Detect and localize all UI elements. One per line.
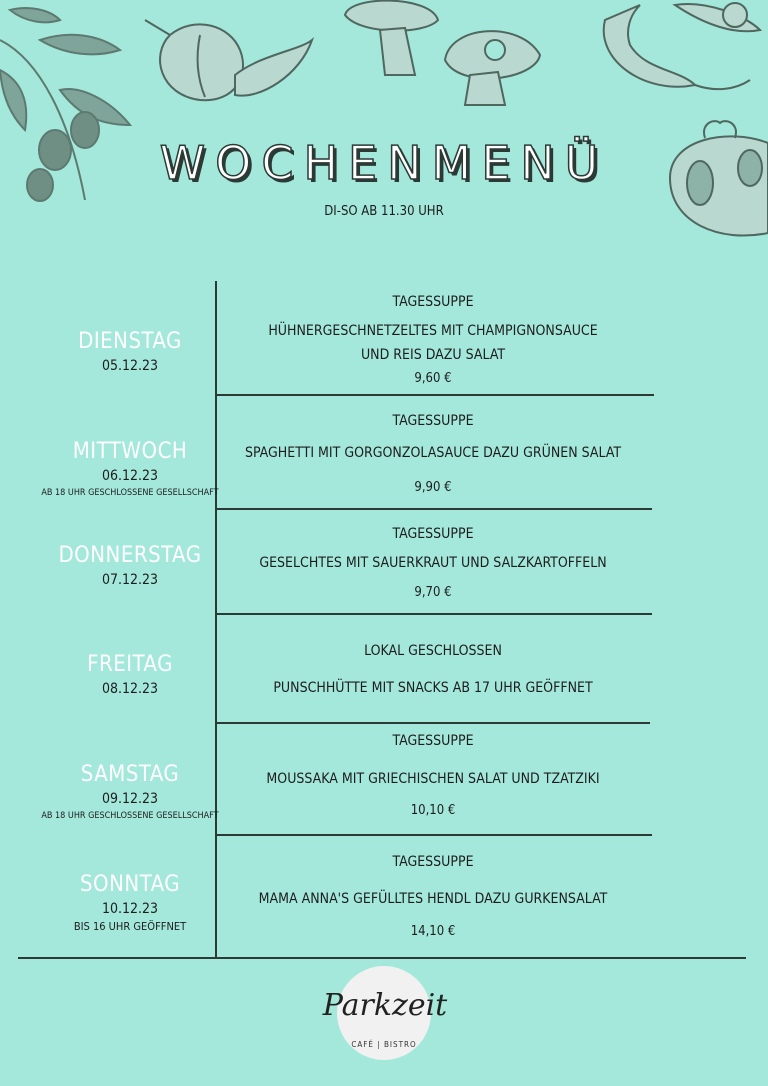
meal-line: TAGESSUPPE [392, 854, 474, 870]
logo-subtitle: CAFÉ | BISTRO [351, 1040, 417, 1049]
meal-line: UND REIS DAZU SALAT [360, 347, 506, 363]
row-divider [216, 834, 652, 836]
day-date: 06.12.23 [101, 468, 159, 484]
day-note: BIS 16 UHR GEÖFFNET [73, 920, 187, 933]
day-date: 08.12.23 [101, 681, 159, 697]
day-date: 10.12.23 [101, 901, 159, 917]
row-divider [216, 508, 652, 510]
row-divider [216, 394, 654, 396]
day-note: AB 18 UHR GESCHLOSSENE GESELLSCHAFT [41, 488, 219, 498]
day-date: 09.12.23 [101, 791, 159, 807]
meal-line: GESELCHTES MIT SAUERKRAUT UND SALZKARTOFFELN [259, 555, 607, 571]
page-title: WOCHENMENÜ [159, 136, 609, 190]
day-tuesday [20, 329, 240, 375]
table-bottom-line [18, 957, 746, 959]
meal-line: MOUSSAKA MIT GRIECHISCHEN SALAT UND TZATZIKI [266, 771, 600, 787]
meal-price: 9,90 € [414, 480, 452, 495]
day-name: MITTWOCH [72, 439, 188, 464]
meal-line: PUNSCHHÜTTE MIT SNACKS AB 17 UHR GEÖFFNET [273, 680, 593, 696]
day-date: 05.12.23 [101, 358, 159, 374]
meal-line: MAMA ANNA'S GEFÜLLTES HENDL DAZU GURKENSALAT [258, 891, 608, 907]
day-name: DONNERSTAG [58, 543, 202, 568]
day-friday [20, 652, 240, 698]
day-saturday [20, 762, 240, 823]
mushroom-icon [340, 0, 565, 115]
day-name: DIENSTAG [78, 329, 182, 354]
day-date: 07.12.23 [101, 572, 159, 588]
meal-line: SPAGHETTI MIT GORGONZOLASAUCE DAZU GRÜNEN SALAT [244, 445, 622, 461]
garlic-icon [140, 5, 315, 115]
day-sunday [20, 872, 240, 933]
day-name: FREITAG [87, 652, 173, 677]
day-name: SONNTAG [79, 872, 181, 897]
row-divider [216, 613, 652, 615]
logo-wordmark: Parkzeit [322, 988, 448, 1023]
row-divider [216, 722, 650, 724]
meal-price: 10,10 € [410, 803, 456, 818]
day-note: AB 18 UHR GESCHLOSSENE GESELLSCHAFT [41, 811, 219, 821]
meal-line: TAGESSUPPE [392, 413, 474, 429]
meal-price: 9,70 € [414, 585, 452, 600]
opening-hours: DI-SO AB 11.30 UHR [324, 204, 444, 219]
meal-price: 9,60 € [414, 371, 452, 386]
meal-line: HÜHNERGESCHNETZELTES MIT CHAMPIGNONSAUCE [268, 323, 598, 339]
day-name: SAMSTAG [80, 762, 180, 787]
meal-line: LOKAL GESCHLOSSEN [364, 643, 502, 659]
meal-line: TAGESSUPPE [392, 294, 474, 310]
shrimp-icon [585, 0, 768, 105]
day-thursday [20, 543, 240, 589]
day-wednesday [20, 439, 240, 500]
meal-line: TAGESSUPPE [392, 526, 474, 542]
meal-line: TAGESSUPPE [392, 733, 474, 749]
meal-price: 14,10 € [410, 924, 456, 939]
